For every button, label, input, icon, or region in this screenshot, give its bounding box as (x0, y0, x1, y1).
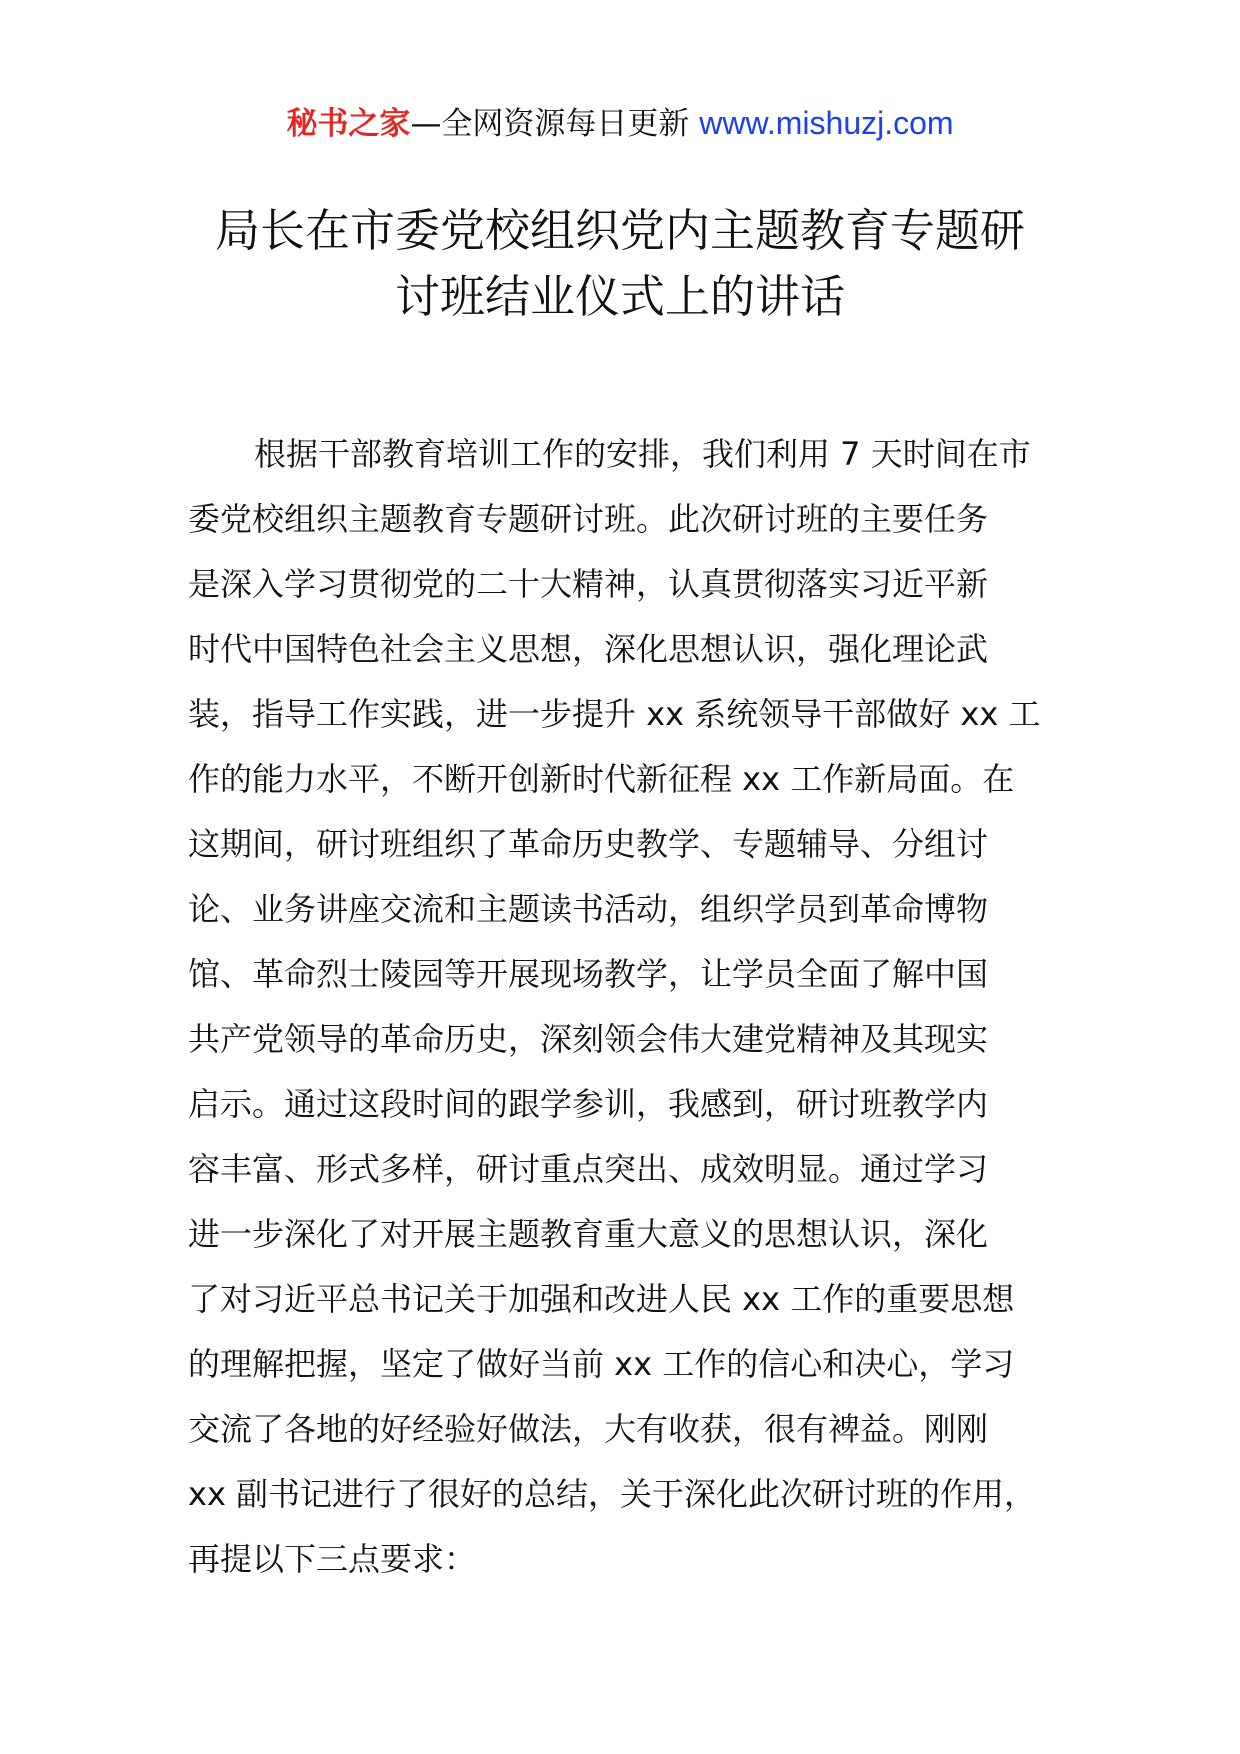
title-line: 讨班结业仪式上的讲话 (394, 270, 845, 323)
paragraph-line: 了对习近平总书记关于加强和改进人民 xx 工作的重要思想 (188, 1280, 1015, 1318)
document-title (150, 198, 1090, 330)
paragraph-line: 再提以下三点要求： (188, 1540, 477, 1578)
brand-name: 秘书之家 (286, 106, 411, 142)
paragraph-line: 的理解把握，坚定了做好当前 xx 工作的信心和决心，学习 (188, 1345, 1015, 1383)
paragraph-line: 根据干部教育培训工作的安排，我们利用 7 天时间在市 (254, 435, 1031, 473)
paragraph-line: 委党校组织主题教育专题研讨班。此次研讨班的主要任务 (188, 500, 989, 538)
body-paragraph (188, 422, 1058, 1592)
paragraph-line: 交流了各地的好经验好做法，大有收获，很有裨益。刚刚 (188, 1410, 989, 1448)
site-url-link[interactable]: www.mishuzj.com (699, 105, 954, 141)
paragraph-line: 是深入学习贯彻党的二十大精神，认真贯彻落实习近平新 (188, 565, 989, 603)
paragraph-line: 进一步深化了对开展主题教育重大意义的思想认识，深化 (188, 1215, 989, 1253)
paragraph-line: 启示。通过这段时间的跟学参训，我感到，研讨班教学内 (188, 1085, 989, 1123)
paragraph-line: 时代中国特色社会主义思想，深化思想认识，强化理论武 (188, 630, 989, 668)
paragraph-line: 作的能力水平，不断开创新时代新征程 xx 工作新局面。在 (188, 760, 1015, 798)
paragraph-line: 装，指导工作实践，进一步提升 xx 系统领导干部做好 xx 工 (188, 695, 1041, 733)
paragraph-line: xx 副书记进行了很好的总结，关于深化此次研讨班的作用， (188, 1475, 1037, 1513)
site-header (0, 98, 1240, 149)
paragraph-line: 容丰富、形式多样，研讨重点突出、成效明显。通过学习 (188, 1150, 989, 1188)
paragraph-line: 馆、革命烈士陵园等开展现场教学，让学员全面了解中国 (188, 955, 989, 993)
paragraph-line: 这期间，研讨班组织了革命历史教学、专题辅导、分组讨 (188, 825, 989, 863)
paragraph-line: 共产党领导的革命历史，深刻领会伟大建党精神及其现实 (188, 1020, 989, 1058)
paragraph-line: 论、业务讲座交流和主题读书活动，组织学员到革命博物 (188, 890, 989, 928)
header-tagline: —全网资源每日更新 (410, 106, 700, 142)
title-line: 局长在市委党校组织党内主题教育专题研 (214, 204, 1025, 257)
